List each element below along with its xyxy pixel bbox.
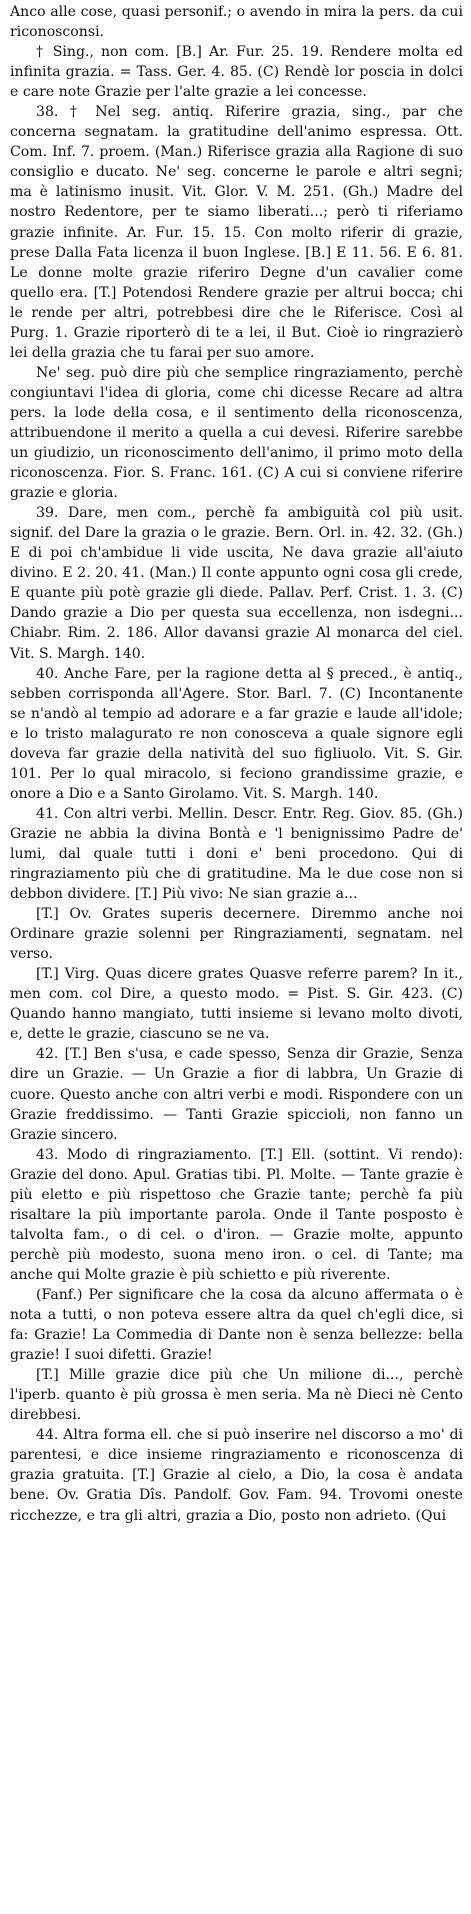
paragraph-43: 43. Modo di ringraziamento. [T.] Ell. (sottint. Vi rendo): Grazie del dono. Apul. Gratias tibi. Pl. Molte. — Tante grazie è più eletto e più rispettoso che Grazie tante; perchè fa più risaltare la più importante parola. Onde il Tante posposto è talvolta fam., o di cel. o d'iron. — Grazie molte, appunto perchè più modesto, suona meno iron. o cel. di Tante; ma anche qui Molte grazie è più schietto e più riverente. xyxy=(10,1146,463,1283)
paragraph-44: 44. Altra forma ell. che si può inserire nel discorso a mo' di parentesi, e dice insieme ringraziamento e riconoscenza di grazia gratuita. [T.] Grazie al cielo, a Dio, la cosa è andata bene. Ov. Gratia Dîs. Pandolf. Gov. Fam. 94. Trovomi oneste ricchezze, e tra gli altri, grazia a Dio, posto non adrieto. (Qui xyxy=(10,1427,463,1524)
paragraph-43-mille: [T.] Mille grazie dice più che Un milione di..., perchè l'iperb. quanto è più grossa è men seria. Ma nè Dieci nè Cento direbbesi. xyxy=(10,1367,463,1424)
paragraph-38-continued: Ne' seg. può dire più che semplice ringraziamento, perchè congiuntavi l'idea di gloria, come chi dicesse Recare ad altra pers. la lode della cosa, e il sentimento della riconoscenza, attribuendone il merito a quella a cui devesi. Riferire sarebbe un giudizio, un riconoscimento dell'animo, il primo moto della riconoscenza. Fior. S. Franc. 161. (C) A cui si conviene riferire grazie e gloria. xyxy=(10,364,463,502)
paragraph-39: 39. Dare, men com., perchè fa ambiguità col più usit. signif. del Dare la grazia o le grazie. Bern. Orl. in. 42. 32. (Gh.) E di poi ch'ambidue li vide uscita, Ne dava grazie all'aiuto divino. E 2. 20. 41. (Man.) Il conte appunto ogni cosa gli crede, E quante più potè grazie gli diede. Pallav. Perf. Crist. 1. 3. (C) Dando grazie a Dio per questa sua eccellenza, non isdegni... Chiabr. Rim. 2. 186. Allor davansi grazie Al monarca del ciel. Vit. S. Margh. 140. xyxy=(10,505,463,662)
paragraph-sing: † Sing., non com. [B.] Ar. Fur. 25. 19. Rendere molta ed infinita grazia. = Tass. Ger. 4. 85. (C) Rendè lor poscia in dolci e care note Grazie per l'alte grazie a lei concesse. xyxy=(10,44,463,101)
paragraph-38: 38. † Nel seg. antiq. Riferire grazia, sing., par che concerna segnatam. la gratitudine dell'animo espressa. Ott. Com. Inf. 7. proem. (Man.) Riferisce grazia alla Ragione di suo consiglio e ducato. Ne' seg. concerne le parole e altri segni; ma è latinismo inusit. Vit. Glor. V. M. 251. (Gh.) Madre del nostro Redentore, per te siamo liberati...; però ti riferiamo grazie infinite. Ar. Fur. 15. 15. Con molto riferir di grazie, prese Dalla Fata licenza il buon Inglese. [B.] E 11. 56. E 6. 81. Le donne molte grazie riferiro Degne d'un cavalier come quello era. [T.] Potendosi Rendere grazie per altrui bocca; chi le rende per altri, potrebbesi dire che le Riferisce. Così al Purg. 1. Grazie riporterò di te a lei, il But. Cioè io ringrazierò lei della grazia che tu farai per suo amore. xyxy=(10,104,463,361)
paragraph-41-virg: [T.] Virg. Quas dicere grates Quasve referre parem? In it., men com. col Dire, a questo modo. = Pist. S. Gir. 423. (C) Quando hanno mangiato, tutti insieme si levano molto divoti, e, dette le grazie, ciascuno se ne va. xyxy=(10,966,463,1043)
paragraph-43-fanf: (Fanf.) Per significare che la cosa da alcuno affermata o è nota a tutti, o non poteva essere altra da quel ch'egli dice, si fa: Grazie! La Commedia di Dante non è senza bellezze: bella grazie! I suoi difetti. Grazie! xyxy=(10,1287,463,1364)
paragraph-41-ov: [T.] Ov. Grates superis decernere. Diremmo anche noi Ordinare grazie solenni per Ringraziamenti, segnatam. nel verso. xyxy=(10,906,463,963)
paragraph-42: 42. [T.] Ben s'usa, e cade spesso, Senza dir Grazie, Senza dire un Grazie. — Un Grazie a fior di labbra, Un Grazie di cuore. Questo anche con altri verbi e modi. Rispondere con un Grazie freddissimo. — Tanti Grazie spiccioli, non fanno un Grazie sincero. xyxy=(10,1046,463,1143)
paragraph-intro: Anco alle cose, quasi personif.; o avendo in mira la pers. da cui riconosconsi. xyxy=(10,4,463,41)
paragraph-40: 40. Anche Fare, per la ragione detta al § preced., è antiq., sebben corrisponda all'Agere. Stor. Barl. 7. (C) Incontanente se n'andò al tempio ad adorare e a far grazie e laude all'idole; e lo tristo malagurato re non conosceva a quale signore egli doveva far grazie della natività del suo figliuolo. Vit. S. Gir. 101. Per lo qual miracolo, si feciono grandissime grazie, e onore a Dio e a Santo Girolamo. Vit. S. Margh. 140. xyxy=(10,665,463,802)
paragraph-41: 41. Con altri verbi. Mellin. Descr. Entr. Reg. Giov. 85. (Gh.) Grazie ne abbia la divina Bontà e 'l benignissimo Padre de' lumi, dal quale tutti i doni e' beni procedono. Qui di ringraziamento più che di gratitudine. Ma le due cose non si debbon dividere. [T.] Più vivo: Ne sian grazie a... xyxy=(10,805,463,903)
